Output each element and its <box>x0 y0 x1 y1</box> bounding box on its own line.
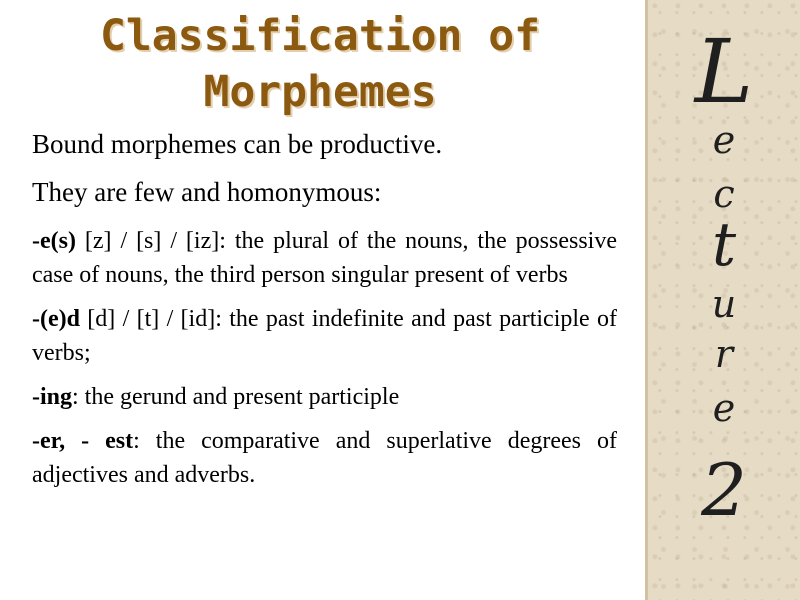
morpheme-er-est: -er, - est <box>32 428 134 454</box>
list-item-ed-text: [d] / [t] / [id]: the past indefinite and past participle of verbs; <box>32 306 617 366</box>
list-item-es <box>32 224 617 292</box>
lecture-side-strip <box>645 0 800 600</box>
morpheme-ed: -(e)d <box>32 306 80 332</box>
slide-title: Classification of Morphemes <box>99 11 541 117</box>
side-letter-e2: e <box>712 386 736 430</box>
body-line-productive: Bound morphemes can be productive. <box>32 129 443 159</box>
morpheme-es: -e(s) <box>32 228 76 254</box>
list-item-ing <box>32 380 617 414</box>
side-letter-L: L <box>694 20 754 123</box>
side-letter-t: t <box>711 210 737 280</box>
list-item-ed <box>32 302 617 370</box>
body-line-homonymous: They are few and homonymous: <box>32 177 382 207</box>
list-item-ing-text: : the gerund and present participle <box>72 384 400 410</box>
slide-body <box>32 128 617 502</box>
side-letter-e: e <box>712 118 736 162</box>
list-item-er-est <box>32 424 617 492</box>
side-letter-r: r <box>714 332 734 376</box>
list-item-es-text: [z] / [s] / [iz]: the plural of the nouns, the possessive case of nouns, the third person singular present of verbs <box>32 228 617 288</box>
side-number-2: 2 <box>701 448 747 532</box>
side-letter-u: u <box>711 282 737 326</box>
list-item-er-est-text: : the comparative and superlative degrees of adjectives and adverbs. <box>32 428 617 488</box>
morpheme-ing: -ing <box>32 384 73 410</box>
side-letter-c: c <box>713 172 735 216</box>
